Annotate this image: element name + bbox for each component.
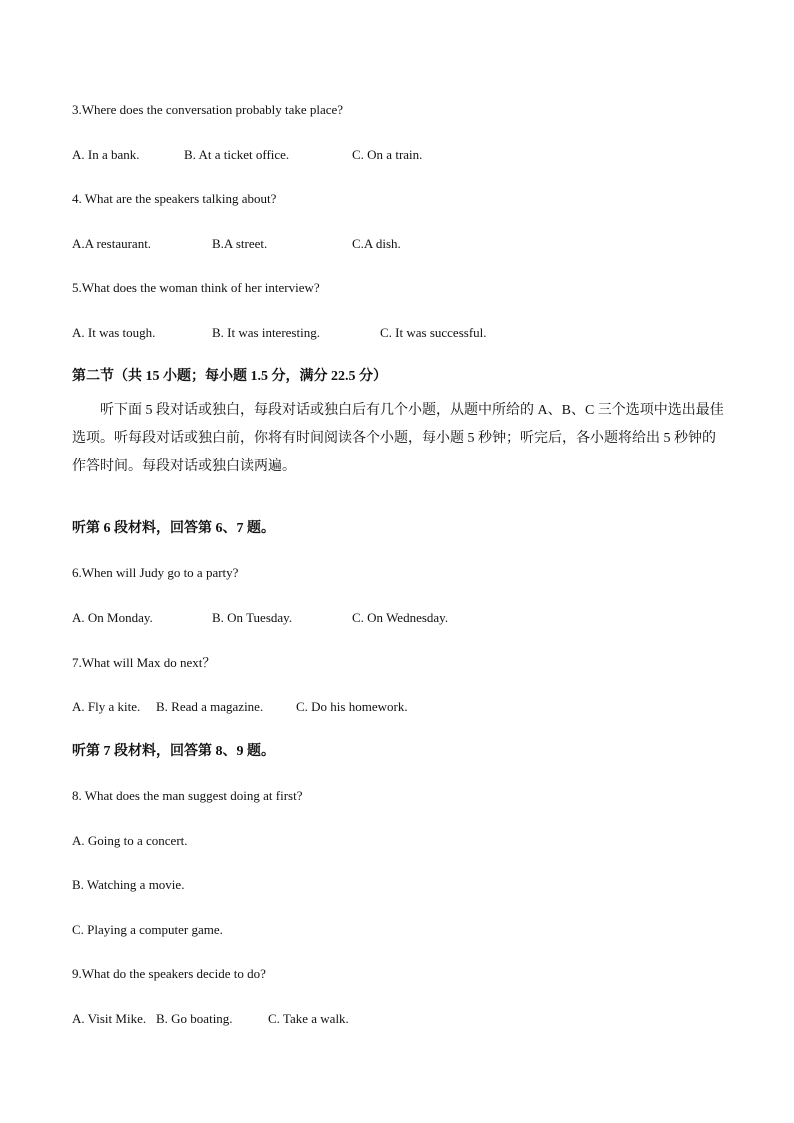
question-8-stem: 8. What does the man suggest doing at first? bbox=[72, 788, 303, 803]
question-7-option-c: C. Do his homework. bbox=[296, 699, 408, 714]
question-7-option-a: A. Fly a kite. bbox=[72, 699, 141, 714]
question-3-option-c: C. On a train. bbox=[352, 147, 423, 162]
section-2-instructions bbox=[72, 397, 724, 481]
question-9-option-c: C. Take a walk. bbox=[268, 1011, 349, 1026]
material-6-heading: 听第 6 段材料，回答第 6、7 题。 bbox=[72, 521, 275, 536]
question-8-option-c: C. Playing a computer game. bbox=[72, 922, 223, 937]
instruction-line-3: 作答时间。每段对话或独白读两遍。 bbox=[72, 459, 296, 474]
question-3-stem: 3.Where does the conversation probably take place? bbox=[72, 102, 344, 117]
instruction-line-2: 选项。听每段对话或独白前，你将有时间阅读各个小题，每小题 5 秒钟；听完后，各小题将给出 5 秒钟的 bbox=[72, 431, 716, 446]
question-6-stem: 6.When will Judy go to a party? bbox=[72, 565, 239, 580]
question-6-option-b: B. On Tuesday. bbox=[212, 610, 293, 625]
question-9-option-a: A. Visit Mike. bbox=[72, 1011, 147, 1026]
question-5-option-a: A. It was tough. bbox=[72, 325, 156, 340]
question-3-option-b: B. At a ticket office. bbox=[184, 147, 290, 162]
question-4-option-a: A.A restaurant. bbox=[72, 236, 152, 251]
question-6-option-a: A. On Monday. bbox=[72, 610, 153, 625]
question-5-option-b: B. It was interesting. bbox=[212, 325, 320, 340]
instruction-line-1: 听下面 5 段对话或独白，每段对话或独白后有几个小题，从题中所给的 A、B、C 三个选项中选出最佳 bbox=[100, 403, 724, 418]
question-6-option-c: C. On Wednesday. bbox=[352, 610, 449, 625]
question-4-option-c: C.A dish. bbox=[352, 236, 401, 251]
question-7-stem: 7.What will Max do next？ bbox=[72, 655, 216, 670]
question-5-stem: 5.What does the woman think of her interview? bbox=[72, 280, 320, 295]
question-4-option-b: B.A street. bbox=[212, 236, 268, 251]
question-4-stem: 4. What are the speakers talking about? bbox=[72, 191, 277, 206]
question-9-stem: 9.What do the speakers decide to do? bbox=[72, 966, 266, 981]
question-3-option-a: A. In a bank. bbox=[72, 147, 140, 162]
question-7-option-b: B. Read a magazine. bbox=[156, 699, 264, 714]
question-8-option-a: A. Going to a concert. bbox=[72, 833, 188, 848]
section-2-heading: 第二节（共 15 小题；每小题 1.5 分，满分 22.5 分） bbox=[72, 369, 387, 384]
question-5-option-c: C. It was successful. bbox=[380, 325, 487, 340]
question-9-option-b: B. Go boating. bbox=[156, 1011, 233, 1026]
question-8-option-b: B. Watching a movie. bbox=[72, 877, 185, 892]
material-7-heading: 听第 7 段材料，回答第 8、9 题。 bbox=[72, 744, 275, 759]
